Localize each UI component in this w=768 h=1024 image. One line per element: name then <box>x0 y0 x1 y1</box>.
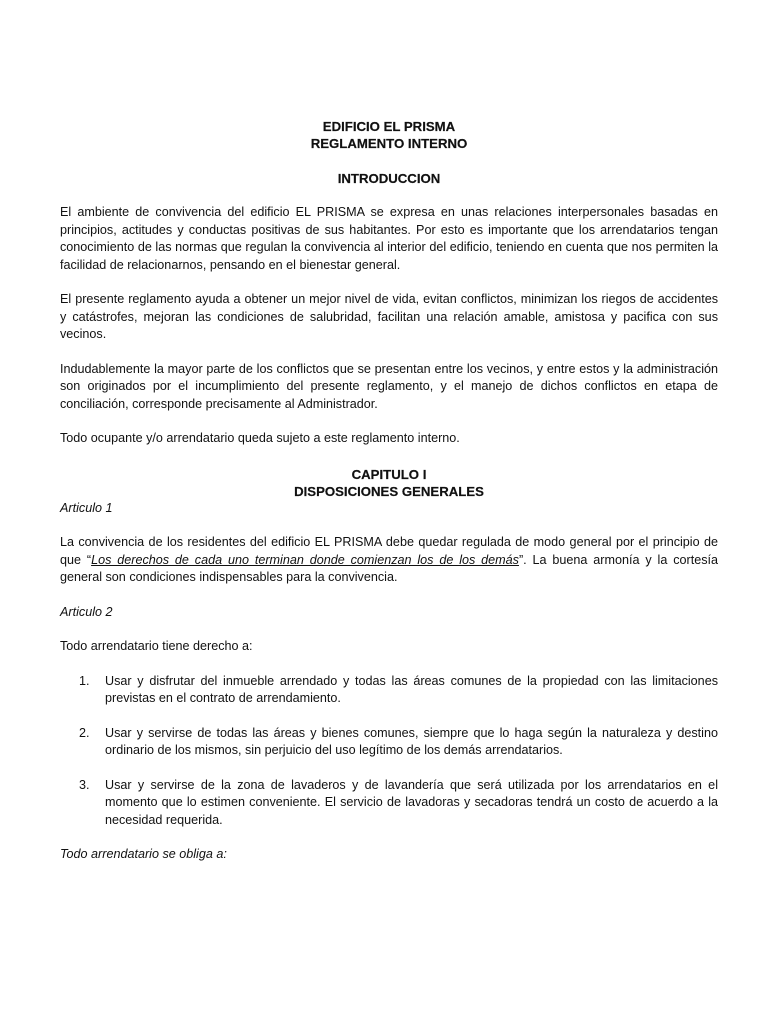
article-2-intro: Todo arrendatario tiene derecho a: <box>60 639 253 653</box>
article-2-label: Articulo 2 <box>60 604 113 619</box>
intro-paragraph-4: Todo ocupante y/o arrendatario queda sujeto a este reglamento interno. <box>60 431 460 445</box>
article-1-text <box>60 534 718 587</box>
list-item <box>60 777 718 830</box>
list-item <box>60 725 718 760</box>
chapter-title: DISPOSICIONES GENERALES <box>294 483 484 499</box>
document-page <box>60 118 718 864</box>
intro-paragraph-1: El ambiente de convivencia del edificio EL PRISMA se expresa en unas relaciones interpersonales basadas en principios, actitudes y conductas positivas de sus habitantes. Por esto es importante que los arrendatarios tengan conocimiento de las normas que regulan la convivencia al interior del edificio, teniendo en cuenta que nos permiten la facilidad de relacionarnos, pensando en el bienestar general. <box>60 205 718 272</box>
article-1-label: Articulo 1 <box>60 500 113 515</box>
list-item <box>60 673 718 708</box>
document-subtitle: REGLAMENTO INTERNO <box>310 136 468 151</box>
article-1-quote: Los derechos de cada uno terminan donde comienzan los de los demás <box>91 552 519 567</box>
list-item-text: Usar y servirse de todas las áreas y bienes comunes, siempre que lo haga según la naturaleza y destino ordinario de los mismos, sin perjuicio del uso legítimo de los demás arrendatarios. <box>105 725 718 757</box>
list-item-number: 3. <box>79 777 90 792</box>
article-1-text-after: ”. La buena armonía y la cortesía general son condiciones indispensables para la convivencia. <box>60 552 718 584</box>
obligation-heading: Todo arrendatario se obliga a: <box>60 847 227 861</box>
document-title: EDIFICIO EL PRISMA <box>322 119 456 134</box>
section-heading-introduccion: INTRODUCCION <box>337 171 441 186</box>
list-item-number: 2. <box>79 725 90 740</box>
rights-list <box>60 673 718 830</box>
intro-paragraph-2: El presente reglamento ayuda a obtener un mejor nivel de vida, evitan conflictos, minimizan los riegos de accidentes y catástrofes, mejoran las condiciones de salubridad, facilitan una relación amable, amistosa y pacifica con sus vecinos. <box>60 292 718 341</box>
intro-paragraph-3: Indudablemente la mayor parte de los conflictos que se presentan entre los vecinos, y entre estos y la administración son originados por el incumplimiento del presente reglamento, y el manejo de dichos conflictos en etapa de conciliación, corresponde precisamente al Administrador. <box>60 361 718 411</box>
chapter-heading: CAPITULO I <box>351 466 427 482</box>
article-1-text-before: La convivencia de los residentes del edificio EL PRISMA debe quedar regulada de modo general por el principio de que “ <box>60 535 718 567</box>
list-item-number: 1. <box>79 673 90 688</box>
list-item-text: Usar y disfrutar del inmueble arrendado y todas las áreas comunes de la propiedad con las limitaciones previstas en el contrato de arrendamiento. <box>105 673 718 705</box>
list-item-text: Usar y servirse de la zona de lavaderos y de lavandería que será utilizada por los arrendatarios en el momento que lo estimen conveniente. El servicio de lavadoras y secadoras tendrá un costo de acuerdo a la necesidad requerida. <box>105 777 718 827</box>
